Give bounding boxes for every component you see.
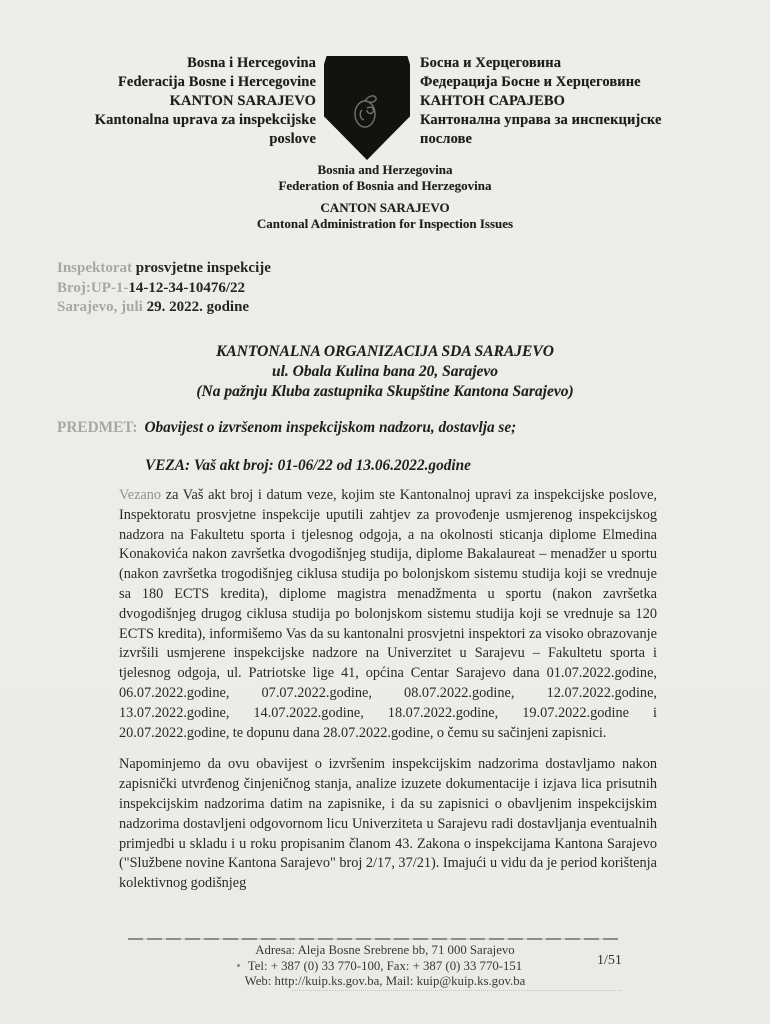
letterhead-latin-line: Federacija Bosne i Hercegovine [117,74,316,90]
subject-text: Obavijest o izvršenom inspekcijskom nadzoru, dostavlja se; [144,419,517,436]
reference-date-text: 29. 2022. godine [146,299,250,315]
coat-of-arms-icon [324,56,410,160]
body-paragraph-1-lead: Vezano [119,487,162,503]
fleur-de-lis-icon [350,84,384,134]
letterhead-english-line: Cantonal Administration for Inspection Issues [256,215,514,231]
addressee-attention: (Na pažnju Kluba zastupnika Skupštine Kantona Sarajevo) [196,383,574,400]
letterhead-english-line: Federation of Bosnia and Herzegovina [278,177,492,193]
scan-artifact-dot [237,964,240,967]
letterhead-latin-line: KANTON SARAJEVO [169,93,316,109]
footer-phone: Tel: + 387 (0) 33 770-100, Fax: + 387 (0) 33 770-151 [247,958,523,973]
addressee-name: KANTONALNA ORGANIZACIJA SDA SARAJEVO [216,343,554,360]
reference-date [57,298,271,318]
reference-department [57,259,271,279]
footer-address: Adresa: Aleja Bosne Srebrene bb, 71 000 Sarajevo [255,943,515,957]
reference-number-text: 14-12-34-10476/22 [128,279,246,296]
addressee-block [0,342,770,402]
letterhead-english-line: Bosnia and Herzegovina [317,162,453,177]
letterhead-latin [64,54,316,149]
letterhead-english [0,162,770,231]
page-number: 1/51 [597,953,622,968]
reference-number-faded: Broj:UP-1- [57,279,129,296]
letterhead-cyrillic-line: КАНТОН САРАЈЕВО [420,93,565,109]
footer-web: Web: http://kuip.ks.gov.ba, Mail: kuip@kuip.ks.gov.ba [244,974,526,988]
body-paragraph-1 [119,486,657,743]
reference-block [57,259,271,318]
letter-body [119,486,657,934]
letterhead-cyrillic [420,54,706,149]
letterhead-english-line: CANTON SARAJEVO [320,200,450,215]
scan-artifact-line [292,990,622,991]
reference-number [57,279,271,299]
subject-line [57,419,677,437]
letterhead [0,54,770,160]
footer-divider [128,938,618,940]
body-paragraph-1-text: za Vaš akt broj i datum veze, kojim ste Kantonalnoj upravi za inspekcijske poslove, Inspektoratu prosvjetne inspekcije uputili zahtjev za provođenje usmjerenog inspekcijskog nadzora na Fakultetu sporta i tjelesnog odgoja, a na okolnosti sticanja diplome Elmedina Konakovića nakon završetka dvogodišnjeg studija, diplome Bakalaureat – menadžer u sportu (nakon završetka trogodišnjeg ciklusa studija po bolonjskom sistemu studija koji se vrednuje sa 180 ECTS kredita), diplome magistra menadžmenta u sportu (nakon završetka dvogodišnjeg drugog ciklusa studija po bolonjskom sistemu studija koji se vrednuje sa 120 ECTS kredita), informišemo Vas da su kantonalni prosvjetni inspektori za visoko obrazovanje izvršili usmjerene inspekcijske nadzore na Univerzitet u Sarajevu – Fakultetu sporta i tjelesnog odgoja, ul. Patriotske lige 41, općina Centar Sarajevo dana 01.07.2022.godine, 06.07.2022.godine, 07.07.2022.godine, 08.07.2022.godine, 12.07.2022.godine, 13.07.2022.godine, 14.07.2022.godine, 18.07.2022.godine, 19.07.2022.godine i 20.07.2022.godine, te dopunu dana 28.07.2022.godine, o čemu su sačinjeni zapisnici. [119,487,657,741]
reference-department-text: prosvjetne inspekcije [135,260,271,276]
letterhead-cyrillic-line: Кантонална управа за инспекцијске послове [420,112,662,147]
subject-label: PREDMET: [57,419,138,436]
letterhead-cyrillic-line: Босна и Херцеговина [420,55,562,71]
body-paragraph-2: Napominjemo da ovu obavijest o izvršenim inspekcijskim nadzorima dostavljamo nakon zapisnički utvrđenog činjeničnog stanja, analize izuzete dokumentacije i izjava lica prisutnih inspekcijskim nadzorima datim na zapisnike, i da su zapisnici o obavljenim inspekcijskim nadzorima dostavljeni odgovornom licu Univerziteta u Sarajevu radi dostavljanja eventualnih primjedbi u skladu i u roku propisanim članom 43. Zakona o inspekcijama Kantona Sarajevo ("Službene novine Kantona Sarajevo" broj 2/17, 37/21). Imajući u vidu da je period korištenja kolektivnog godišnjeg [119,756,657,892]
letterhead-latin-line: Kantonalna uprava za inspekcijske poslove [94,112,316,147]
footer-block [0,943,770,990]
addressee-street: ul. Obala Kulina bana 20, Sarajevo [271,363,499,380]
letterhead-cyrillic-line: Федерација Босне и Херцеговине [420,74,641,90]
reference-date-faded: Sarajevo, juli [57,299,147,315]
veza-line: VEZA: Vaš akt broj: 01-06/22 od 13.06.2022.godine [145,457,471,474]
shield-shape [324,56,410,160]
reference-department-faded: Inspektorat [57,260,136,276]
letterhead-latin-line: Bosna i Hercegovina [187,55,316,71]
